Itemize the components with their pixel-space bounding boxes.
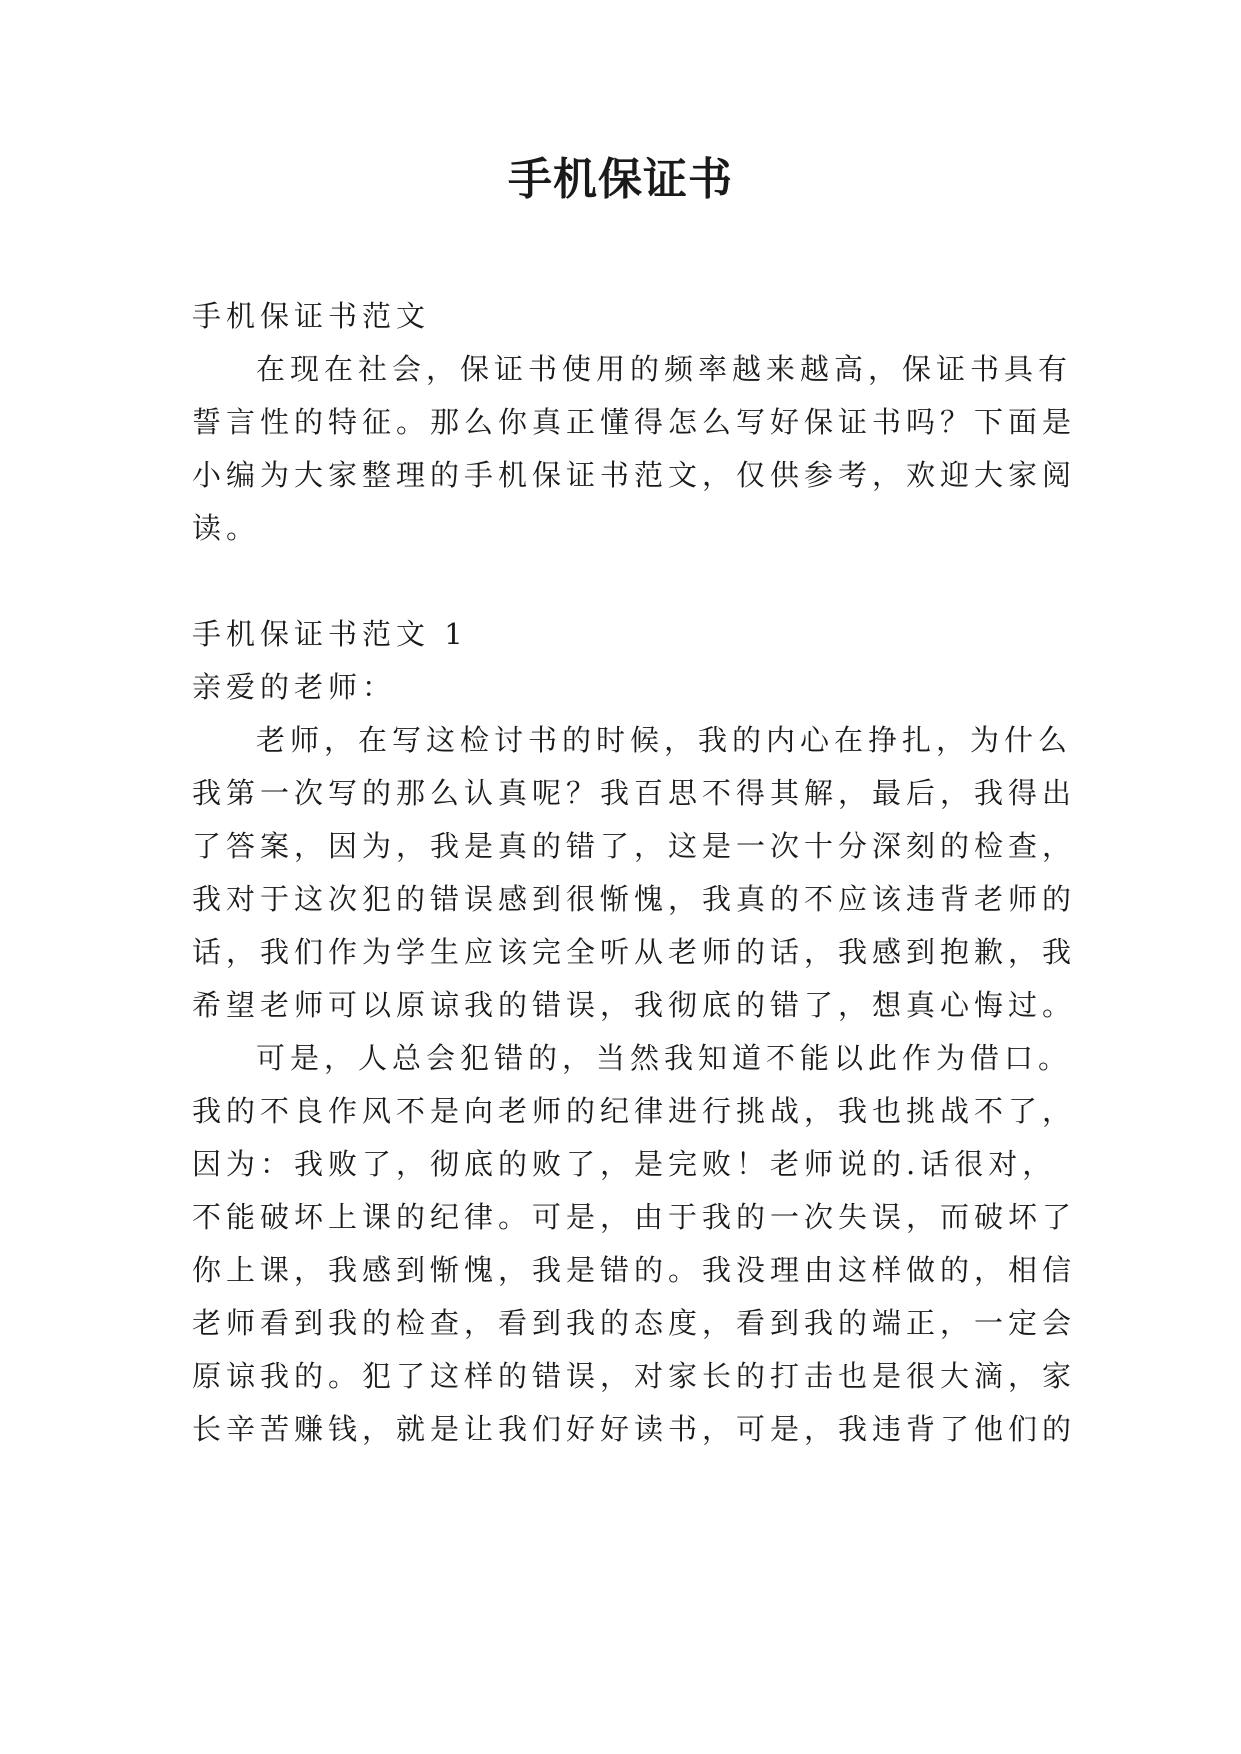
paragraph-2-line: 因为：我败了，彻底的败了，是完败！老师说的.话很对， [192, 1147, 1057, 1181]
section-heading: 手机保证书范文 1 [192, 617, 468, 651]
paragraph-1-line: 了答案，因为，我是真的错了，这是一次十分深刻的检查， [192, 829, 1077, 863]
document-title: 手机保证书 [508, 154, 733, 205]
paragraph-2-line: 可是，人总会犯错的，当然我知道不能以此作为借口。 [256, 1041, 1073, 1075]
intro-line: 誓言性的特征。那么你真正懂得怎么写好保证书吗？下面是 [192, 405, 1077, 439]
paragraph-1-line: 我第一次写的那么认真呢？我百思不得其解，最后，我得出 [192, 776, 1077, 810]
intro-heading: 手机保证书范文 [192, 299, 431, 333]
paragraph-1-line: 话，我们作为学生应该完全听从老师的话，我感到抱歉，我 [192, 935, 1077, 969]
paragraph-2-line: 老师看到我的检查，看到我的态度，看到我的端正，一定会 [192, 1306, 1077, 1340]
paragraph-1-line: 希望老师可以原谅我的错误，我彻底的错了，想真心悔过。 [192, 988, 1077, 1022]
paragraph-2-line: 我的不良作风不是向老师的纪律进行挑战，我也挑战不了， [192, 1094, 1077, 1128]
paragraph-2-line: 不能破坏上课的纪律。可是，由于我的一次失误，而破坏了 [192, 1200, 1077, 1234]
document-body [192, 290, 1077, 1456]
paragraph-1-line: 老师，在写这检讨书的时候，我的内心在挣扎，为什么 [256, 723, 1073, 757]
intro-line: 小编为大家整理的手机保证书范文，仅供参考，欢迎大家阅 [192, 458, 1077, 492]
paragraph-2-line: 你上课，我感到惭愧，我是错的。我没理由这样做的，相信 [192, 1253, 1077, 1287]
salutation: 亲爱的老师： [192, 670, 397, 704]
paragraph-1-line: 我对于这次犯的错误感到很惭愧，我真的不应该违背老师的 [192, 882, 1077, 916]
paragraph-spacer [192, 555, 1050, 608]
intro-line: 在现在社会，保证书使用的频率越来越高，保证书具有 [256, 352, 1073, 386]
paragraph-2-line: 原谅我的。犯了这样的错误，对家长的打击也是很大滴，家 [192, 1359, 1077, 1393]
paragraph-2-line: 长辛苦赚钱，就是让我们好好读书，可是，我违背了他们的 [192, 1412, 1077, 1446]
intro-line: 读。 [192, 511, 261, 545]
